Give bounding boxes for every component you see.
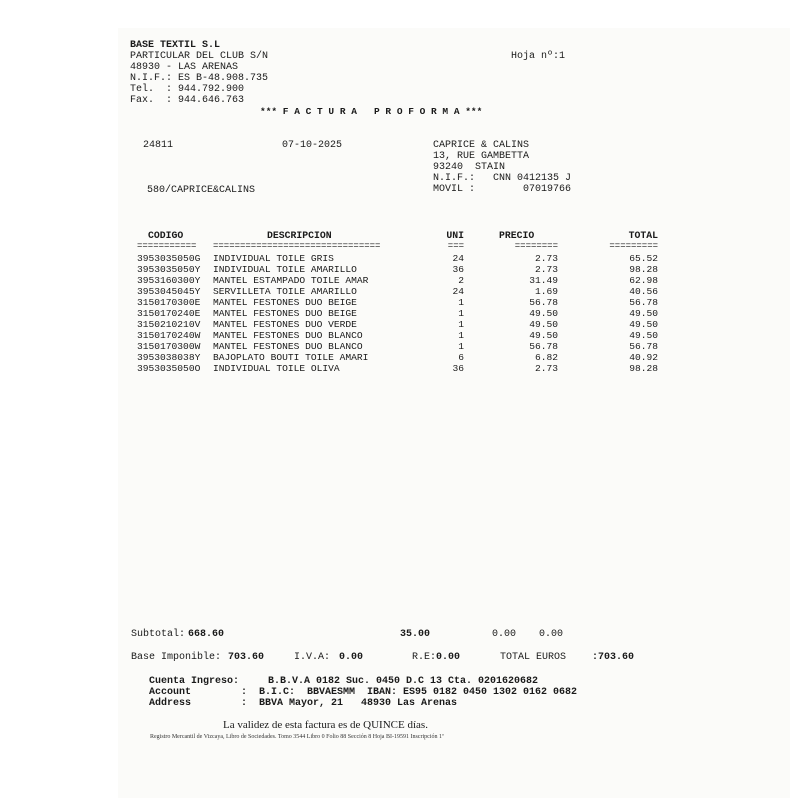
subtotal-label: Subtotal: [131,629,186,640]
cell-units: 1 [458,308,464,319]
cell-price: 49.50 [529,319,558,330]
cell-price: 1.69 [534,286,558,297]
company-nif: N.I.F.: ES B-48.908.735 [130,73,269,84]
cell-units: 24 [452,253,464,264]
cell-total: 98.28 [629,363,658,374]
invoice-number: 24811 [143,140,174,151]
col-header-price: PRECIO [499,230,535,241]
cell-price: 31.49 [529,275,558,286]
customer-city: 93240 STAIN [433,162,506,173]
customer-nif: N.I.F.: CNN 0412135 J [433,173,572,184]
table-row [118,276,790,286]
customer-mobile: MOVIL : 07019766 [433,184,572,195]
invoice-reference: 580/CAPRICE&CALINS [147,185,256,196]
separator-description: =============================== [213,241,381,251]
bank-bic-iban-value: : B.I.C: BBVAESMM IBAN: ES95 0182 0450 1302 0162 0682 [241,687,578,698]
cell-code: 3150210210V [137,319,201,330]
customer-name: CAPRICE & CALINS [433,140,530,151]
cell-code: 3953045045Y [137,286,201,297]
cell-description: INDIVIDUAL TOILE OLIVA [213,363,340,374]
cell-code: 3150170240W [137,330,201,341]
col-header-description: DESCRIPCION [267,230,332,241]
col-header-units: UNI [446,230,464,241]
table-row [118,309,790,319]
registry-note: Registro Mercantil de Vizcaya, Libro de Sociedades. Tomo 3544 Libro 0 Folio 88 Sección 8 Hoja BI-19591 Inscripción 1ª [150,734,444,740]
cell-description: MANTEL FESTONES DUO VERDE [213,319,357,330]
cell-description: MANTEL ESTAMPADO TOILE AMAR [213,275,369,286]
cell-total: 49.50 [629,330,658,341]
table-row [118,265,790,275]
re-extra-value: 0.00 [539,629,564,640]
re-value: 0.00 [436,652,461,663]
separator-price: ======== [514,241,558,251]
company-fax: Fax. : 944.646.763 [130,95,245,106]
cell-price: 6.82 [534,352,558,363]
cell-total: 49.50 [629,319,658,330]
company-address-2: 48930 - LAS ARENAS [130,62,239,73]
table-row [118,320,790,330]
cell-total: 98.28 [629,264,658,275]
cell-code: 3953035050G [137,253,201,264]
re-percentage-value: 0.00 [492,629,517,640]
cell-units: 1 [458,330,464,341]
cell-units: 36 [452,363,464,374]
company-address-1: PARTICULAR DEL CLUB S/N [130,51,269,62]
cell-price: 2.73 [534,264,558,275]
cell-price: 49.50 [529,330,558,341]
cell-units: 1 [458,341,464,352]
cell-units: 36 [452,264,464,275]
cell-price: 56.78 [529,341,558,352]
iva-label: I.V.A: [294,652,331,663]
company-tel: Tel. : 944.792.900 [130,84,245,95]
table-header-separator [118,241,790,251]
re-label: R.E: [412,652,437,663]
cell-price: 49.50 [529,308,558,319]
cell-price: 2.73 [534,253,558,264]
cell-description: MANTEL FESTONES DUO BLANCO [213,341,363,352]
validity-note: La validez de esta factura es de QUINCE días. [223,719,428,731]
cell-total: 65.52 [629,253,658,264]
cell-units: 24 [452,286,464,297]
iva-value: 0.00 [339,652,364,663]
cell-total: 56.78 [629,341,658,352]
bank-address-value: : BBVA Mayor, 21 48930 Las Arenas [241,698,458,709]
cell-description: MANTEL FESTONES DUO BLANCO [213,330,363,341]
subtotal-value: 668.60 [188,629,225,640]
cell-total: 40.56 [629,286,658,297]
cell-code: 3150170240E [137,308,201,319]
separator-total: ========= [609,241,658,251]
bank-address-label: Address [149,698,192,709]
cell-total: 40.92 [629,352,658,363]
sheet-number: Hoja nº:1 [511,51,566,62]
tax-base-value: 703.60 [228,652,265,663]
cell-code: 3953160300Y [137,275,201,286]
table-row [118,298,790,308]
cell-units: 2 [458,275,464,286]
table-row [118,364,790,374]
cell-code: 3953035050O [137,363,201,374]
bank-account-value: B.B.V.A 0182 Suc. 0450 D.C 13 Cta. 0201620682 [268,676,539,687]
table-row [118,353,790,363]
cell-description: MANTEL FESTONES DUO BEIGE [213,297,357,308]
cell-units: 1 [458,297,464,308]
bank-bic-label: Account [149,687,192,698]
cell-code: 3150170300E [137,297,201,308]
cell-description: INDIVIDUAL TOILE AMARILLO [213,264,357,275]
cell-code: 3150170300W [137,341,201,352]
total-euros-label: TOTAL EUROS [500,652,567,663]
cell-code: 3953035050Y [137,264,201,275]
separator-code: =========== [137,241,197,251]
col-header-total: TOTAL [628,230,658,241]
company-name: BASE TEXTIL S.L [130,40,221,51]
table-row [118,287,790,297]
table-row [118,331,790,341]
tax-base-label: Base Imponible: [131,652,222,663]
cell-total: 62.98 [629,275,658,286]
table-row [118,254,790,264]
cell-description: BAJOPLATO BOUTI TOILE AMARI [213,352,369,363]
cell-price: 2.73 [534,363,558,374]
percentage-value: 35.00 [400,629,431,640]
bank-account-label: Cuenta Ingreso: [149,676,240,687]
invoice-date: 07-10-2025 [282,140,343,151]
total-euros-value: :703.60 [592,652,635,663]
col-header-code: CODIGO [148,230,184,241]
document-title: *** F A C T U R A P R O F O R M A *** [260,106,483,117]
separator-units: === [447,241,464,251]
cell-price: 56.78 [529,297,558,308]
cell-total: 56.78 [629,297,658,308]
customer-address: 13, RUE GAMBETTA [433,151,530,162]
cell-units: 6 [458,352,464,363]
cell-total: 49.50 [629,308,658,319]
invoice-page [118,28,790,798]
table-row [118,342,790,352]
table-header [118,231,790,241]
cell-description: SERVILLETA TOILE AMARILLO [213,286,357,297]
cell-units: 1 [458,319,464,330]
cell-description: INDIVIDUAL TOILE GRIS [213,253,334,264]
cell-description: MANTEL FESTONES DUO BEIGE [213,308,357,319]
cell-code: 3953038038Y [137,352,201,363]
